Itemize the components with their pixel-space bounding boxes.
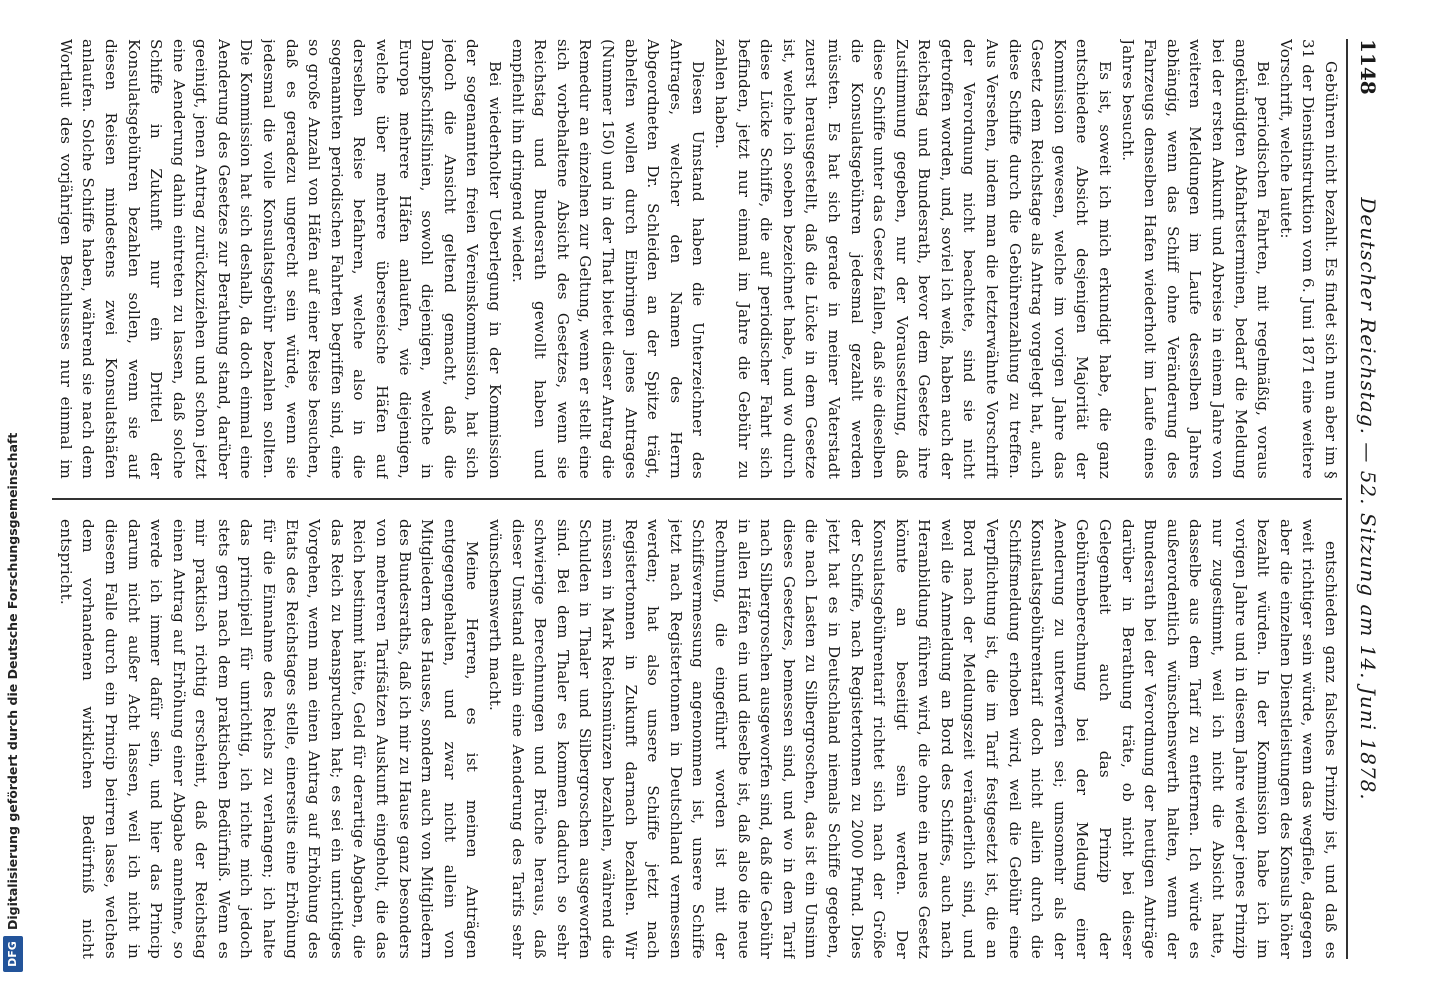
paragraph: Meine Herren, es ist meinen Anträgen entgegengehalten, und zwar nicht allein von Mitgliedern des Hauses, sondern auch von Mitgliedern des Bundesraths, daß ich mir zu Hause ganz besonders von mehreren Tarifsätzen Auskunft eingeholt, die das Reich bestimmt hätte, Geld für derartige Abgaben, die das Reich zu beanspruchen hat; es sei ein unrichtiges Vorgehen, wenn man einen Antrag auf Erhöhung des Etats des Reichstages stelle, einerseits eine Erhöhung für die Einnahme des Reichs zu verlangen; ich halte das principiell für unrichtig, ich richte mich jedoch stets gern nach dem praktischen Bedürfniß. Wenn es mir praktisch richtig erscheint, daß der Reichstag einen Antrag auf Erhöhung einer Abgabe annehme, so werde ich immer dafür sein, und hier das Princip darum nicht außer Acht lassen, weil ich nicht in diesem Falle durch ein Princip beirren lasse, welches dem vorhandenen wirklichen Bedürfniß nicht entspricht. — [56, 519, 482, 959]
digitization-credit-text: Digitalisierung gefördert durch die Deutsche Forschungsgemeinschaft — [5, 432, 20, 930]
right-column — [52, 519, 1342, 959]
paragraph: Gebühren nicht bezahlt. Es findet sich nun aber im § 31 der Dienstinstruktion vom 6. Juni 1871 eine weitere Vorschrift, welche lautet: — [1276, 39, 1340, 479]
rotated-page-content — [36, 21, 1396, 979]
paragraph: Es ist, soweit ich mich erkundigt habe, die ganz entschiedene Absicht desjenigen Majorität der Kommission gewesen, welche im vorigen Jahre das Gesetz dem Reichstage als Antrag vorgelegt hat, auch diese Schiffe durch die Gebührenzahlung zu treffen. Aus Versehen, indem man die letzterwähnte Vorschrift der Verordnung nicht beachtete, sind sie nicht getroffen worden, und, soviel ich weiß, haben auch der Reichstag und Bundesrath, bevor dem Gesetze ihre Zustimmung gegeben, nur der Voraussetzung, daß diese Schiffe unter das Gesetz fallen, daß sie dieselben die Konsulatsgebühren jedesmal gezahlt werden müssten. Es hat sich gerade in meiner Vaterstadt zuerst herausgestellt, daß die Lücke in dem Gesetze ist, welche ich soeben bezeichnet habe, und wo durch diese Lücke Schiffe, die auf periodischer Fahrt sich befinden, jetzt nur einmal im Jahre die Gebühr zu zahlen haben. — [711, 39, 1115, 479]
paragraph: Diesen Umstand haben die Unterzeichner des Antrages, welcher den Namen des Herrn Abgeordneten Dr. Schleiden an der Spitze trägt, abhelfen wollen durch Einbringen jenes Antrages (Nummer 150) und in der That bietet dieser Antrag die Remedur an einzelnen zur Geltung, wenn er stellt eine sich vorbehaltene Absicht des Gesetzes, wenn sie Reichstag und Bundesrath gewollt haben und empfiehlt ihn dringend wieder. — [508, 39, 708, 479]
left-column — [52, 39, 1342, 479]
running-title: Deutscher Reichstag. — 52. Sitzung am 14. Juni 1878. — [1356, 197, 1380, 801]
header-rule — [1346, 39, 1348, 959]
paragraph — [52, 519, 54, 959]
column-divider — [52, 498, 1342, 500]
paragraph: Bei periodischen Fahrten, mit regelmäßig, voraus angekündigten Abfahrtsterminen, bedarf die Meldung bei der ersten Ankunft und Abreise in einem Jahre von weiteren Meldungen im Laufe desselben Jahres abhängig, wenn das Schiff ohne Veränderung des Fahrzeugs denselben Hafen wiederholt im Laufe eines Jahres besucht. — [1118, 39, 1273, 479]
text-columns — [52, 39, 1342, 959]
paragraph: Bei wiederholter Ueberlegung in der Kommission der sogenannten freien Vereinskommission, hat sich jedoch die Ansicht geltend gemacht, daß die Dampfschiffslinien, sowohl diejenigen, welche in Europa mehrere Häfen anlaufen, wie diejenigen, welche über mehrere überseeische Häfen auf derselben Reise befahren, welche also in die sogenannten periodischen Fahrten begriffen sind, eine so große Anzahl von Häfen auf einer Reise besuchen, daß es geradezu ungerecht sein würde, wenn sie jedesmal die volle Konsulatsgebühr bezahlen sollten. Die Kommission hat sich deshalb, da doch einmal eine Aenderung des Gesetzes zur Berathung stand, darüber geeinigt, jenen Antrag zurückzuziehen und schon jetzt eine Aenderung dahin eintreten zu lassen, daß solche Schiffe in Zukunft nur ein Drittel der Konsulatsgebühren bezahlen sollen, wenn sie auf diesen Reisen mindestens zwei Konsulatshäfen anlaufen. Solche Schiffe haben, während sie nach dem Wortlaut des vorjährigen Beschlusses nur einmal im — [56, 39, 505, 479]
dfg-logo: DFG — [3, 936, 23, 972]
page-header — [1350, 39, 1386, 959]
digitization-credit-strip — [0, 20, 26, 980]
page-number: 1148 — [1356, 39, 1380, 95]
paragraph: entschieden ganz falsches Prinzip ist, und daß es weit richtiger sein würde, wenn das wegfiele, dagegen aber die einzelnen Dienstleistungen des Konsuls höher bezahlt würden. In der Kommission habe ich im vorigen Jahre und in diesem Jahre wieder jenes Prinzip nur zugestimmt, weil ich nicht die Absicht hatte, dasselbe aus dem Tarif zu entfernen. Ich würde es außerordentlich wünschenswerth halten, wenn der Bundesrath bei der Verordnung der heutigen Anträge darüber in Berathung träte, ob nicht bei dieser Gelegenheit auch das Prinzip der Gebührenberechnung bei der Meldung einer Aenderung zu unterwerfen sei; umsomehr als der Konsulatsgebührentarif doch nicht allein durch die Schiffsmeldung erhoben wird, weil die Gebühr eine Verpflichtung ist, die im Tarif festgesetzt ist, die an Bord nach der Meldungszeit veränderlich sind, und weil die Anmeldung an Bord des Schiffes, auch nach Heranbildung führen wird, die ohne ein neues Gesetz könnte an beseitigt sein werden. Der Konsulatsgebührentarif richtet sich nach der Größe der Schiffe, nach Registertonnen zu 2000 Pfund. Dies jetzt hat es in Deutschland niemals Schiffe gegeben, die nach Lasten zu Silbergroschen, das ist ein Unsinn dieses Gesetzes, bemessen sind, und wo in dem Tarif nach Silbergroschen ausgeworfen sind, daß die Gebühr in allen Häfen ein und dieselbe ist, daß also die neue Rechnung, die eingeführt worden ist mit der Schiffsvermessung angenommen ist, unsere Schiffe jetzt nach Registertonnen in Deutschland vermessen werden; hat also unsere Schiffe jetzt nach Registertonnen in Zukunft darnach bezahlen. Wir müssen in Mark Reichsmünzen bezahlen, während die Schulden in Thaler und Silbergroschen ausgeworfen sind. Bei dem Thaler es kommen dadurch so sehr schwierige Berechnungen und Brüche heraus, daß dieser Umstand allein eine Aenderung des Tarifs sehr wünschenswerth macht. — [486, 519, 1340, 959]
